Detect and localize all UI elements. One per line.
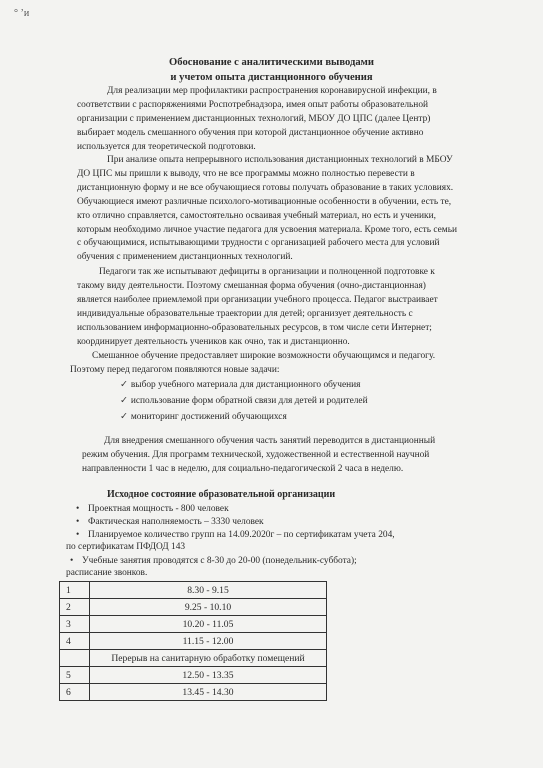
text-line: соответствии с распоряжениями Роспотребнадзора, имея опыт работы образовательной [77,99,429,110]
lesson-number: 5 [60,667,90,684]
lesson-time: 10.20 - 11.05 [90,616,327,633]
paragraph-2 [77,154,489,265]
bullet-icon: • [76,517,80,527]
bullet-icon: • [76,504,80,514]
document-title [0,55,543,85]
bell-schedule-table [59,581,327,701]
lesson-number: 2 [60,599,90,616]
paragraph-1 [77,85,489,155]
table-row [60,667,327,684]
text-line: ДО ЦПС мы пришли к выводу, что не все программы можно полностью перевести в [77,168,415,179]
bullet-icon: • [70,556,74,566]
fact-continuation: расписание звонков. [66,568,148,578]
text-line: Поэтому перед педагогом появляются новые задачи: [70,364,280,375]
text-line: Педагоги так же испытывают дефициты в организации и полноценной подготовке к [99,267,435,277]
text-line: обучения с применением дистанционных технологий. [77,252,293,263]
lesson-number: 1 [60,582,90,599]
text-line: выбирает модель смешанного обучения при которой дистанционное обучение активно [77,127,424,138]
text-line: такому виду деятельности. Поэтому смешанная форма обучения (очно-дистанционная) [77,280,426,291]
lesson-number: 3 [60,616,90,633]
text-line: Для внедрения смешанного обучения часть занятий переводится в дистанционный [104,436,436,446]
check-icon: ✓ [120,380,128,390]
corner-mark: ° ’и [14,8,30,19]
text-line: координирует деятельность учеников как очно, так и дистанционно. [77,336,350,347]
fact-item: • Планируемое количество групп на 14.09.2020г – по сертификатам учета 204, [76,530,395,540]
table-row [60,650,327,667]
lesson-number: 4 [60,633,90,650]
table-row [60,684,327,701]
table-row [60,616,327,633]
text-line: используется для теоретической подготовки. [77,141,256,152]
section-title: Исходное состояние образовательной организации [107,489,336,500]
text-line: Обучающиеся имеют различные психолого-мотивационные особенности в обучении, есть те, [77,196,452,207]
text-line: индивидуальные образовательные траектории для детей; организует деятельность с [77,308,413,319]
text-line: направленности 1 час в неделю, для социально-педагогической 2 часа в неделю. [82,463,404,474]
bullet-icon: • [76,530,80,540]
lesson-time: 11.15 - 12.00 [90,633,327,650]
text-line: При анализе опыта непрерывного использования дистанционных технологий в МБОУ [107,155,453,165]
text-line: является наиболее приемлемой при организации учебного процесса. Педагог выстраивает [77,294,438,305]
list-item: ✓ выбор учебного материала для дистанционного обучения [120,380,361,390]
text-line: с обучающимися, испытывающими трудности с организацией рабочего места для условий [77,238,440,249]
text-line: кто отлично справляется, самостоятельно осваивая учебный материал, но есть и ученики, [77,210,436,221]
lesson-number [60,650,90,667]
list-item: ✓ использование форм обратной связи для детей и родителей [120,396,368,406]
check-icon: ✓ [120,396,128,406]
tasks-list [120,377,368,425]
list-item: ✓ мониторинг достижений обучающихся [120,412,287,422]
text-line: дистанционную форму и не все обучающиеся готовы получать образование в таких условиях. [77,182,454,193]
lesson-number: 6 [60,684,90,701]
fact-continuation: по сертификатам ПФДОД 143 [66,542,186,552]
lesson-time: 8.30 - 9.15 [90,582,327,599]
lesson-time: 12.50 - 13.35 [90,667,327,684]
paragraph-3 [77,266,489,349]
fact-item: • Проектная мощность - 800 человек [76,504,229,514]
title-line-2: и учетом опыта дистанционного обучения [170,72,373,83]
text-line: использованием информационно-образовательных ресурсов, в том числе сети Интернет; [77,322,432,333]
table-row [60,582,327,599]
lesson-time: 13.45 - 14.30 [90,684,327,701]
paragraph-5 [82,435,494,477]
lesson-time: 9.25 - 10.10 [90,599,327,616]
title-line-1: Обоснование с аналитическими выводами [169,57,374,68]
text-line: режим обучения. Для программ технической, художественной и естественной научной [82,449,430,460]
break-note: Перерыв на санитарную обработку помещений [90,650,327,667]
fact-item: • Учебные занятия проводятся с 8-30 до 20-00 (понедельник-суббота); [70,556,357,566]
text-line: Для реализации мер профилактики распространения коронавирусной инфекции, в [107,86,437,96]
table-row [60,599,327,616]
text-line: которым необходимо личное участие педагога для усвоения материала. Кроме того, есть семьи [77,224,458,235]
fact-item: • Фактическая наполняемость – 3330 человек [76,517,264,527]
table-row [60,633,327,650]
check-icon: ✓ [120,412,128,422]
text-line: Смешанное обучение предоставляет широкие возможности обучающимся и педагогу. [92,351,436,361]
paragraph-4 [70,350,482,378]
text-line: организации с применением дистанционных технологий, МБОУ ДО ЦПС (далее Центр) [77,113,431,124]
